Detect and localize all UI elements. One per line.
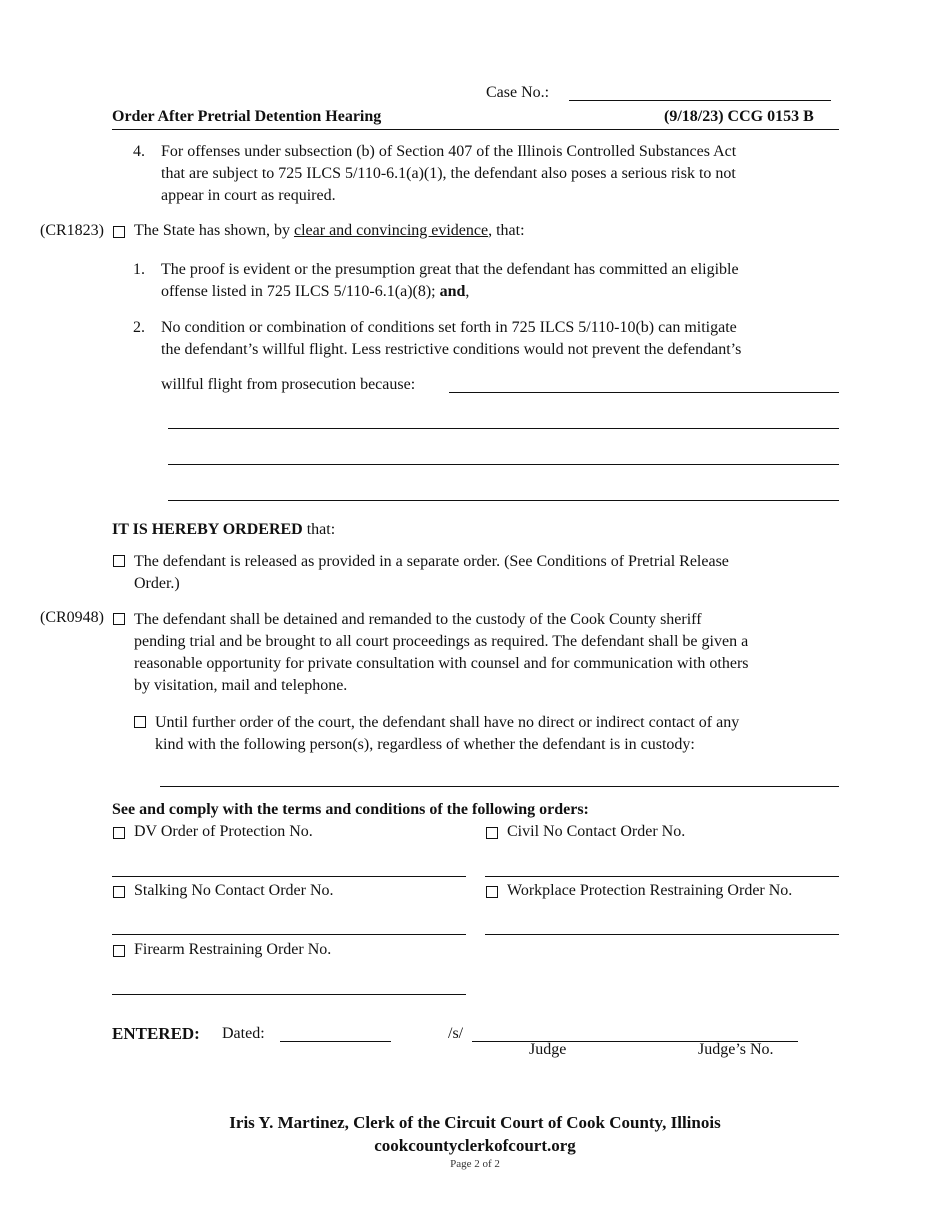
detain-line4: by visitation, mail and telephone. [134,677,348,694]
page-number: Page 2 of 2 [450,1158,500,1170]
detain-line1: The defendant shall be detained and remanded to the custody of the Cook County sheriff [134,611,702,628]
ordered-heading [112,521,335,539]
stalking-order-checkbox[interactable] [113,886,125,898]
case-no-label: Case No.: [486,84,550,101]
willful-flight-label: willful flight from prosecution because: [161,376,416,393]
dated-label: Dated: [222,1025,265,1042]
workplace-order-label: Workplace Protection Restraining Order No. [507,882,793,899]
entered-label: ENTERED: [112,1024,200,1043]
willful-flight-reason-line-1[interactable] [449,392,839,393]
dated-field[interactable] [280,1041,391,1042]
detain-checkbox[interactable] [113,613,125,625]
stalking-order-label: Stalking No Contact Order No. [134,882,334,899]
workplace-order-checkbox[interactable] [486,886,498,898]
cr1823-checkbox[interactable] [113,226,125,238]
cr1823-item1-line1: The proof is evident or the presumption great that the defendant has committed an eligible [161,261,739,278]
ordered-heading-rest: that: [302,521,336,538]
cr1823-item2-line1: No condition or combination of conditions set forth in 725 ILCS 5/110-10(b) can mitigate [161,319,737,336]
item4-text [161,141,736,207]
cr1823-item1-end: , [465,283,470,300]
no-contact-text [155,712,739,756]
item4-number: 4. [133,143,145,160]
cr1823-item1-number: 1. [133,261,145,278]
detain-line2: pending trial and be brought to all court proceedings as required. The defendant shall be given a [134,633,749,650]
firearm-order-checkbox[interactable] [113,945,125,957]
willful-flight-reason-line-4[interactable] [168,500,839,501]
ordered-heading-bold: IT IS HEREBY ORDERED [112,521,303,538]
no-contact-line1: Until further order of the court, the defendant shall have no direct or indirect contact of any [155,714,740,731]
form-title: Order After Pretrial Detention Hearing [112,108,382,125]
judge-label: Judge [529,1041,567,1058]
dv-order-number-line[interactable] [112,876,466,877]
release-checkbox[interactable] [113,555,125,567]
release-line1: The defendant is released as provided in a separate order. (See Conditions of Pretrial Release [134,553,729,570]
cr1823-code: (CR1823) [40,222,104,239]
clerk-name: Iris Y. Martinez, Clerk of the Circuit Court of Cook County, Illinois [229,1113,721,1132]
stalking-order-number-line[interactable] [112,934,466,935]
cr0948-code: (CR0948) [40,609,104,626]
cr1823-item2-line2: the defendant’s willful flight. Less restrictive conditions would not prevent the defendant’s [161,341,742,358]
signature-prefix: /s/ [448,1025,464,1042]
clear-convincing-evidence: clear and convincing evidence [293,222,489,239]
header-rule [112,129,839,130]
civil-order-label: Civil No Contact Order No. [507,823,686,840]
clerk-website: cookcountyclerkofcourt.org [374,1136,576,1155]
cr1823-item1-and: and [439,283,466,300]
item4-line1: For offenses under subsection (b) of Section 407 of the Illinois Controlled Substances Act [161,143,737,160]
cr1823-text-after: , that: [488,222,525,239]
cr1823-item1-line2 [161,281,739,303]
no-contact-persons-line[interactable] [160,786,839,787]
cr1823-statement [134,222,525,240]
case-no-field[interactable] [569,100,831,101]
cr1823-text-before: The State has shown, by [134,222,294,239]
no-contact-line2: kind with the following person(s), regardless of whether the defendant is in custody: [155,736,695,753]
civil-order-checkbox[interactable] [486,827,498,839]
firearm-order-label: Firearm Restraining Order No. [134,941,332,958]
willful-flight-reason-line-3[interactable] [168,464,839,465]
item4-line3: appear in court as required. [161,187,336,204]
firearm-order-number-line[interactable] [112,994,466,995]
no-contact-checkbox[interactable] [134,716,146,728]
cr1823-item2-text [161,317,741,361]
workplace-order-number-line[interactable] [485,934,839,935]
orders-heading: See and comply with the terms and conditions of the following orders: [112,801,589,818]
detain-text [134,609,749,697]
release-text [134,551,729,595]
willful-flight-reason-line-2[interactable] [168,428,839,429]
cr1823-item1-text [161,259,739,303]
civil-order-number-line[interactable] [485,876,839,877]
dv-order-label: DV Order of Protection No. [134,823,313,840]
release-line2: Order.) [134,575,180,592]
cr1823-item1-line2-text: offense listed in 725 ILCS 5/110-6.1(a)(8); [161,283,440,300]
cr1823-item2-number: 2. [133,319,145,336]
judge-number-label: Judge’s No. [698,1041,774,1058]
item4-line2: that are subject to 725 ILCS 5/110-6.1(a)(1), the defendant also poses a serious risk to not [161,165,736,182]
dv-order-checkbox[interactable] [113,827,125,839]
form-code: (9/18/23) CCG 0153 B [664,108,814,125]
detain-line3: reasonable opportunity for private consultation with counsel and for communication with others [134,655,749,672]
